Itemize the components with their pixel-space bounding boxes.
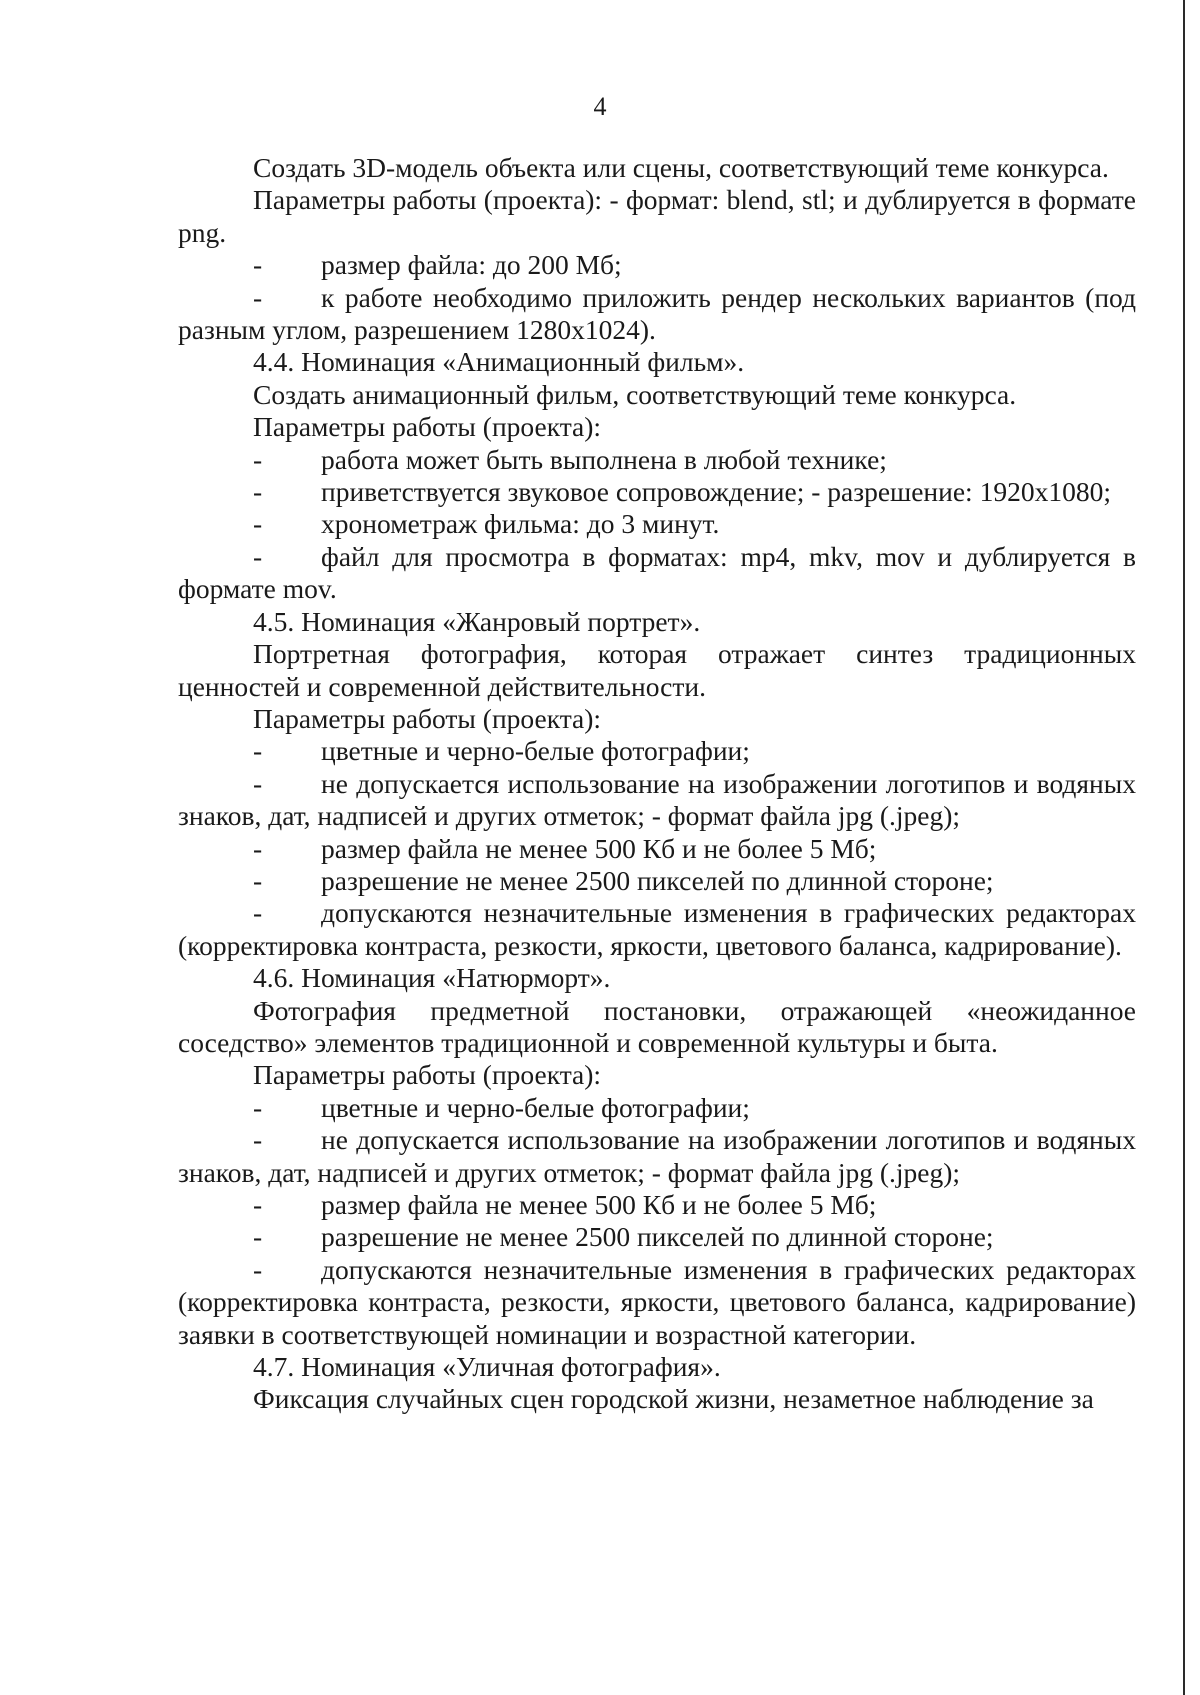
list-dash: - — [253, 443, 263, 475]
paragraph: Портретная фотография, которая отражает синтез традиционных ценностей и современной действительности. — [178, 638, 1136, 702]
list-dash: - — [253, 864, 263, 896]
list-item — [178, 476, 1136, 508]
page-number: 4 — [593, 92, 607, 121]
paragraph: 4.7. Номинация «Уличная фотография». — [253, 1351, 721, 1383]
paragraph: Фотография предметной постановки, отражающей «неожиданное соседство» элементов традиционной и современной культуры и быта. — [178, 994, 1136, 1058]
list-item-text: цветные и черно-белые фотографии; — [321, 735, 750, 767]
list-dash: - — [253, 1253, 263, 1285]
list-item-text: разрешение не менее 2500 пикселей по длинной стороне; — [321, 1221, 994, 1253]
list-item — [178, 865, 1136, 897]
list-item-text: приветствуется звуковое сопровождение; - разрешение: 1920x1080; — [321, 476, 1111, 508]
list-dash: - — [253, 832, 263, 864]
list-dash: - — [253, 249, 263, 281]
list-item — [178, 1221, 1136, 1253]
list-dash: - — [253, 897, 263, 929]
paragraph: Создать 3D-модель объекта или сцены, соответствующий теме конкурса. — [253, 152, 1109, 183]
paragraph: Параметры работы (проекта): — [253, 1059, 602, 1091]
list-dash: - — [253, 767, 263, 799]
list-item-text: допускаются незначительные изменения в графических редакторах (корректировка контраста, резкости, яркости, цветового баланса, кадрирование). — [178, 897, 1136, 961]
list-item — [178, 1254, 1136, 1351]
list-dash: - — [253, 1221, 263, 1253]
list-item — [178, 833, 1136, 865]
list-dash: - — [253, 1189, 263, 1220]
list-item-text: размер файла: до 200 Мб; — [321, 249, 622, 281]
paragraph: Параметры работы (проекта): — [253, 411, 602, 443]
list-item-text: размер файла не менее 500 Кб и не более 5 Мб; — [321, 832, 877, 864]
paragraph: 4.6. Номинация «Натюрморт». — [253, 962, 611, 994]
list-item — [178, 1124, 1136, 1189]
paragraph: Создать анимационный фильм, соответствующий теме конкурса. — [253, 378, 1017, 410]
list-item-text: файл для просмотра в форматах: mp4, mkv, mov и дублируется в формате mov. — [178, 540, 1136, 605]
paragraph: Фиксация случайных сцен городской жизни, незаметное наблюдение за — [253, 1383, 1094, 1415]
list-item — [178, 1092, 1136, 1124]
list-item-text: не допускается использование на изображении логотипов и водяных знаков, дат, надписей и других отметок; - формат файла jpg (.jpeg); — [178, 1124, 1136, 1188]
list-dash: - — [253, 281, 263, 313]
list-item — [178, 282, 1136, 347]
paragraph: Параметры работы (проекта): - формат: blend, stl; и дублируется в формате png. — [178, 184, 1136, 248]
list-item — [178, 735, 1136, 767]
list-dash: - — [253, 540, 263, 572]
list-item-text: цветные и черно-белые фотографии; — [321, 1091, 750, 1123]
list-item — [178, 444, 1136, 476]
list-item — [178, 249, 1136, 281]
list-dash: - — [253, 1124, 263, 1156]
list-item-text: разрешение не менее 2500 пикселей по длинной стороне; — [321, 864, 994, 896]
list-item-text: размер файла не менее 500 Кб и не более 5 Мб; — [321, 1189, 877, 1220]
scan-edge-line — [1183, 0, 1185, 1695]
list-item-text: работа может быть выполнена в любой технике; — [321, 443, 887, 475]
list-item-text: не допускается использование на изображении логотипов и водяных знаков, дат, надписей и других отметок; - формат файла jpg (.jpeg); — [178, 767, 1136, 832]
list-item-text: к работе необходимо приложить рендер нескольких вариантов (под разным углом, разрешением 1280x1024). — [178, 281, 1136, 346]
paragraph: Параметры работы (проекта): — [253, 702, 602, 734]
list-item — [178, 897, 1136, 962]
list-item — [178, 1189, 1136, 1221]
list-item — [178, 768, 1136, 833]
list-dash: - — [253, 1091, 263, 1123]
list-item — [178, 541, 1136, 606]
document-body — [178, 152, 1136, 1416]
paragraph: 4.5. Номинация «Жанровый портрет». — [253, 605, 701, 637]
list-item-text: допускаются незначительные изменения в графических редакторах (корректировка контраста, резкости, яркости, цветового баланса, кадрирование) заявки в соответствующей номинации и возрастной категории. — [178, 1253, 1136, 1350]
list-item — [178, 508, 1136, 540]
list-dash: - — [253, 476, 263, 508]
list-item-text: хронометраж фильма: до 3 минут. — [321, 508, 720, 540]
paragraph: 4.4. Номинация «Анимационный фильм». — [253, 346, 745, 378]
list-dash: - — [253, 735, 263, 767]
list-dash: - — [253, 508, 263, 540]
